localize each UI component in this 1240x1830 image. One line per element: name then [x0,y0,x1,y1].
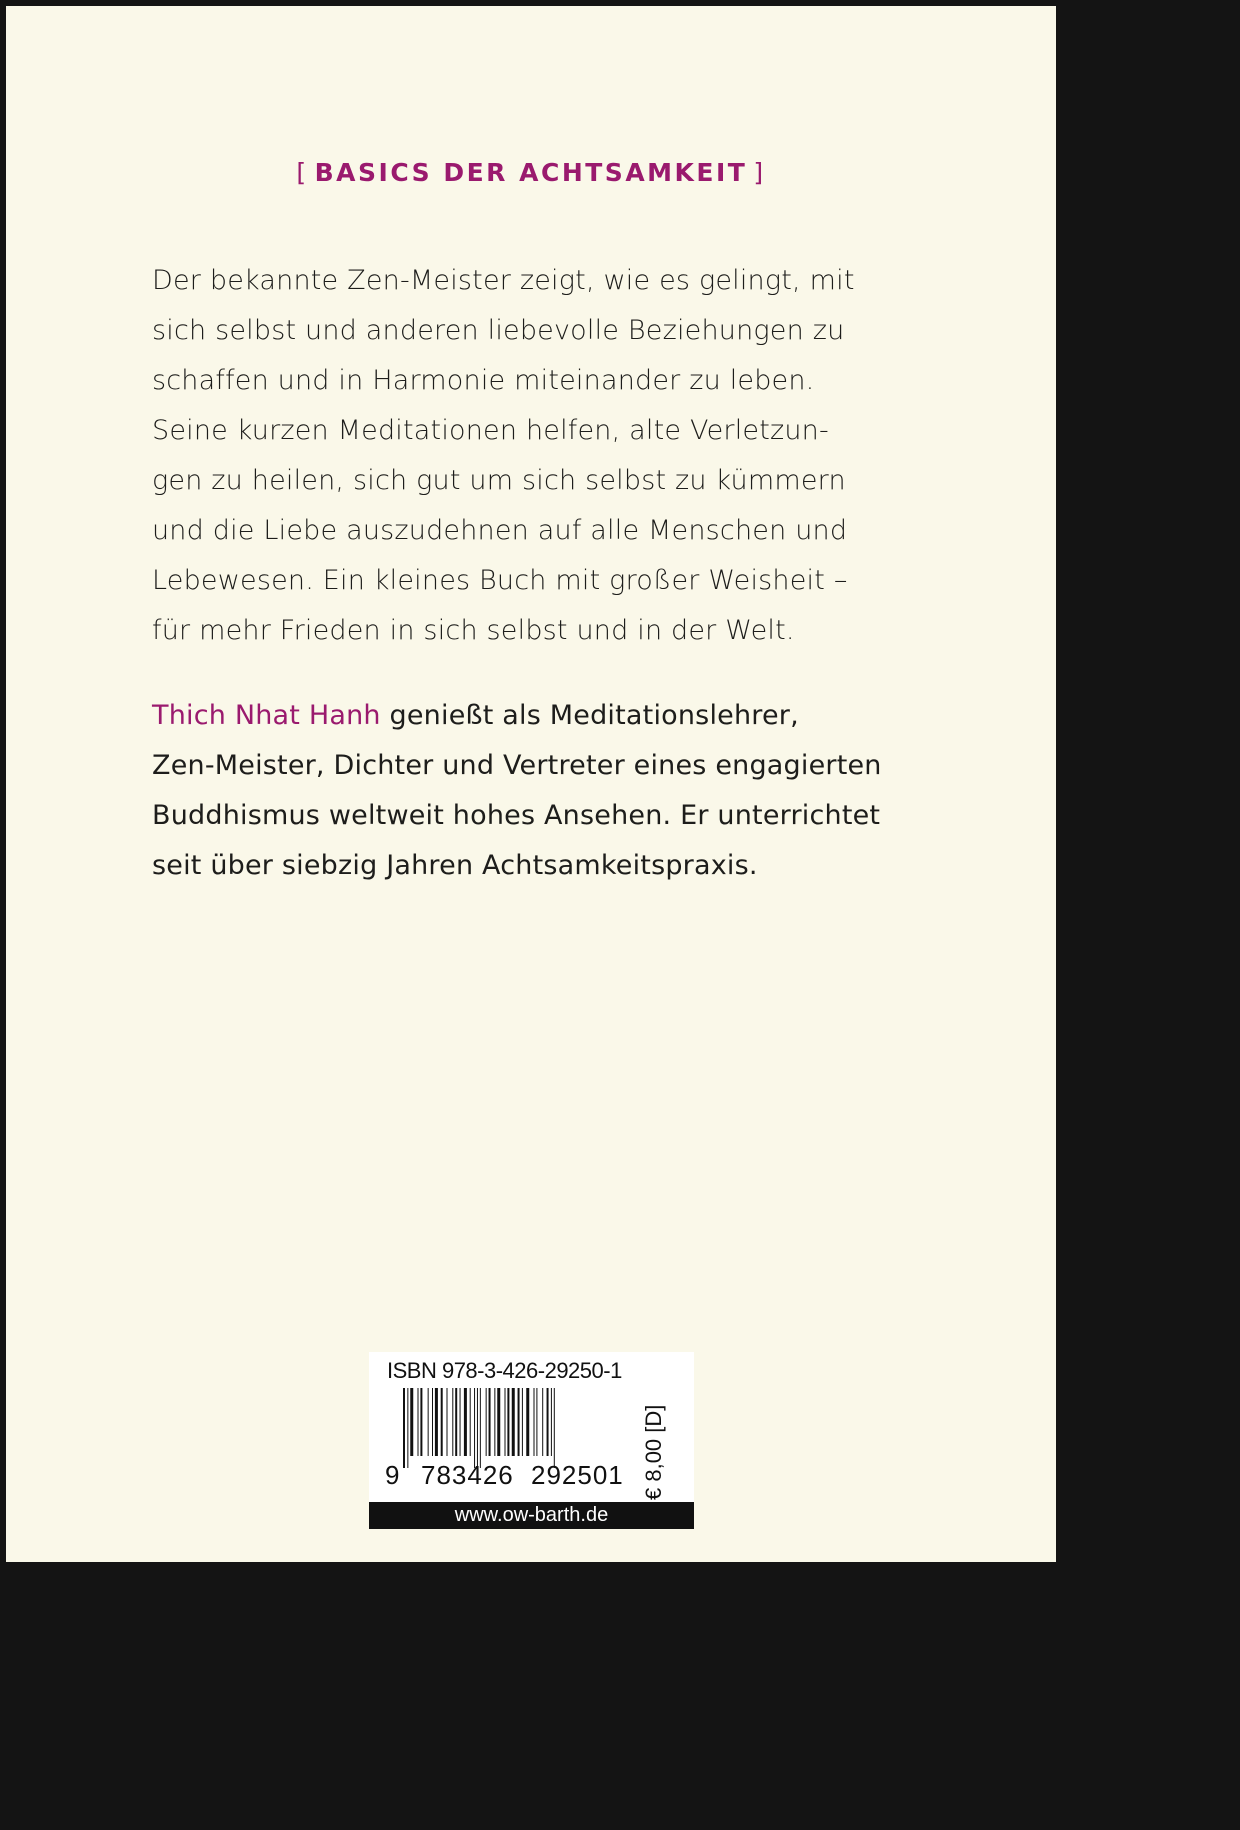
bracket-close: ] [753,158,766,187]
barcode-stripe [534,1388,535,1456]
author-bio-line-rest: genießt als Meditationslehrer, [380,700,799,731]
barcode-stripe [403,1388,405,1468]
author-bio-line: seit über siebzig Jahren Achtsamkeitspraxis. [152,850,758,881]
barcode-stripe [464,1388,467,1456]
barcode-stripe [480,1388,481,1468]
barcode-bars [403,1388,613,1468]
barcode-stripe [474,1388,475,1468]
back-cover [6,6,1056,1562]
blurb-line: gen zu heilen, sich gut um sich selbst zu kümmern [152,465,846,496]
barcode-stripe [512,1388,515,1456]
author-bio-line: Zen-Meister, Dichter und Vertreter eines engagierten [152,750,882,781]
barcode-stripe [455,1388,457,1456]
blurb-line: Lebewesen. Ein kleines Buch mit großer Weisheit – [152,565,848,596]
barcode-stripe [486,1388,487,1456]
series-label: BASICS DER ACHTSAMKEIT [314,158,748,187]
barcode-stripe [526,1388,529,1456]
blurb-line: für mehr Frieden in sich selbst und in der Welt. [152,615,795,646]
price-label: € 8,00 [D] [641,1404,666,1500]
barcode-stripe [432,1388,433,1456]
author-name: Thich Nhat Hanh [152,700,381,731]
blurb-text [152,256,932,656]
barcode-stripe [554,1388,555,1468]
barcode-label [369,1352,694,1529]
barcode-stripe [551,1388,552,1456]
author-bio-line [152,691,952,741]
author-bio [152,691,952,891]
barcode-stripe [494,1388,495,1456]
barcode-stripe [447,1388,448,1456]
barcode-stripe [418,1388,419,1456]
barcode-stripe [407,1388,408,1468]
blurb-line: schaffen und in Harmonie miteinander zu leben. [152,365,815,396]
barcode-stripe [497,1388,500,1456]
blurb-line: Seine kurzen Meditationen helfen, alte Verletzun- [152,415,829,446]
barcode-stripe [505,1388,506,1456]
barcode-stripe [507,1388,509,1456]
barcode-stripe [470,1388,471,1456]
author-bio-line: Buddhismus weltweit hohes Ansehen. Er unterrichtet [152,800,881,831]
barcode-stripe [477,1388,478,1468]
barcode-stripe [428,1388,429,1456]
barcode-stripe [441,1388,443,1456]
barcode-stripe [420,1388,422,1456]
publisher-url: www.ow-barth.de [369,1502,694,1529]
barcode-stripe [435,1388,438,1456]
barcode-stripe [547,1388,549,1456]
barcode-stripe [518,1388,520,1456]
barcode-stripe [460,1388,461,1456]
barcode-stripe [542,1388,543,1456]
barcode-left-digits: 783426 [421,1460,514,1490]
isbn-text: ISBN 978-3-426-29250-1 [387,1358,622,1383]
barcode-right-digits: 292501 [531,1460,624,1490]
barcode-lead-digit: 9 [385,1460,400,1490]
series-heading [6,158,1056,187]
barcode-stripe [536,1388,537,1456]
barcode-stripe [452,1388,453,1456]
barcode-stripe [522,1388,523,1456]
bracket-open: [ [296,158,309,187]
barcode-stripe [489,1388,491,1456]
blurb-line: Der bekannte Zen-Meister zeigt, wie es gelingt, mit [152,265,855,296]
blurb-line: sich selbst und anderen liebevolle Beziehungen zu [152,315,845,346]
blurb-line: und die Liebe auszudehnen auf alle Menschen und [152,515,848,546]
barcode-stripe [410,1388,413,1456]
